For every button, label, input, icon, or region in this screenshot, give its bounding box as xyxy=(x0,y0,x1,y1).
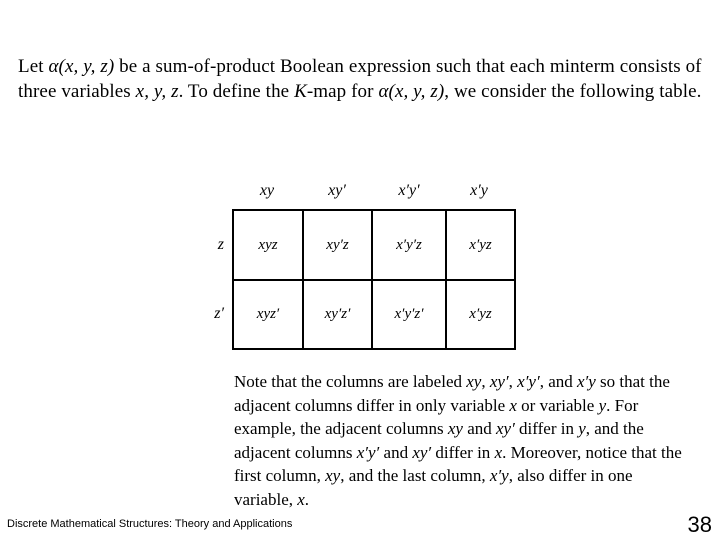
table-cell: xy′z xyxy=(304,211,373,281)
table-cell: x′yz xyxy=(469,306,492,322)
page-number: 38 xyxy=(687,512,712,537)
table-cell: xyz′ xyxy=(234,281,304,348)
table-cell: x′y′z′ xyxy=(373,281,447,348)
row-header: z′ xyxy=(214,305,224,322)
column-header: x′y′ xyxy=(398,182,420,199)
column-header: xy xyxy=(259,182,275,199)
table-cell: xy′z′ xyxy=(304,281,373,348)
table-cell: xyz xyxy=(234,211,304,281)
note-paragraph: Note that the columns are labeled xy, xy′, x′y′, and x′y so that the adjacent columns differ in only variable x or variable y. For example, the adjacent columns xy and xy′ differ in y, and the adjacent columns x′y′ and xy′ differ in x. Moreover, notice that the first column, xy, and the last column, x′y, also differ in one variable, x. xyxy=(234,372,682,509)
column-header: xy′ xyxy=(328,182,346,199)
intro-paragraph: Let α(x, y, z) be a sum-of-product Boolean expression such that each minterm consists of three variables x, y, z. To define the K-map for α(x, y, z), we consider the following table. xyxy=(18,56,702,102)
table-cell: x′y′z xyxy=(373,211,447,281)
k-map-grid xyxy=(232,209,516,350)
column-header: x′y xyxy=(470,182,488,199)
table-cell: x′yz xyxy=(447,211,514,281)
footer-book-title: Discrete Mathematical Structures: Theory and Applications xyxy=(7,518,293,530)
row-header: z xyxy=(217,236,224,253)
